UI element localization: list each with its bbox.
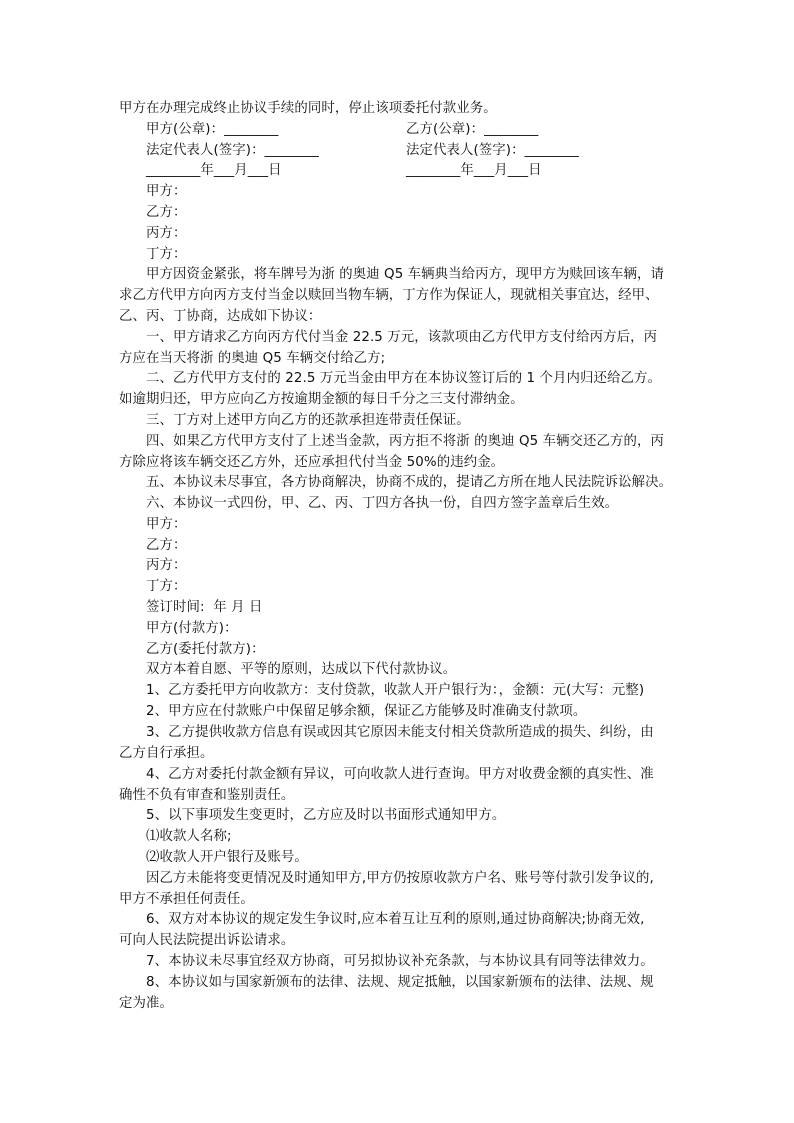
text-line: 丙方： [146,226,187,241]
text-line: 二、乙方代甲方支付的 22.5 万元当金由甲方在本协议签订后的 1 个月内归还给乙方。 [146,371,661,386]
text-line: 甲方(公章)：________ [146,122,279,137]
text-line: 乙、丙、丁协商，达成如下协议： [119,309,322,324]
text-line: 双方本着自愿、平等的原则，达成以下代付款协议。 [146,662,457,677]
text-line: 甲方在办理完成终止协议手续的同时，停止该项委托付款业务。 [119,101,497,116]
text-line: 2、甲方应在付款账户中保留足够余额，保证乙方能够及时准确支付款项。 [146,704,587,719]
text-line: ________年___月___日 [146,163,282,178]
text-line: 求乙方代甲方向丙方支付当金以赎回当物车辆，丁方作为保证人，现就相关事宜达，经甲、 [119,288,659,303]
text-line: 5、以下事项发生变更时，乙方应及时以书面形式通知甲方。 [146,808,506,823]
text-line: 一、甲方请求乙方向丙方代付当金 22.5 万元，该款项由乙方代甲方支付给丙方后，丙 [146,330,658,345]
text-line: 如逾期归还，甲方应向乙方按逾期金额的每日千分之三支付滞纳金。 [119,392,524,407]
text-line: 方应在当天将浙 的奥迪 Q5 车辆交付给乙方; [119,351,386,366]
text-line: 签订时间: 年 月 日 [146,600,263,615]
text-line: 乙方(委托付款方)： [146,642,265,657]
text-line: 甲方(付款方)： [146,621,238,636]
text-line: 三、丁方对上述甲方向乙方的还款承担连带责任保证。 [146,413,470,428]
text-line: 法定代表人(签字)：________ [146,143,319,158]
text-line: 确性不负有审查和鉴别责任。 [119,788,295,803]
text-line: 丙方： [146,558,187,573]
text-line: 法定代表人(签字)：________ [406,143,579,158]
text-line: ________年___月___日 [406,163,542,178]
text-line: 甲方因资金紧张，将车牌号为浙 的奥迪 Q5 车辆典当给丙方，现甲方为赎回该车辆，请 [146,267,664,282]
text-line: 甲方不承担任何责任。 [119,892,254,907]
text-line: 3、乙方提供收款方信息有误或因其它原因未能支付相关贷款所造成的损失、纠纷，由 [146,725,654,740]
text-line: ⑴收款人名称; [146,829,232,844]
text-line: 乙方(公章)：________ [406,122,539,137]
text-line: 7、本协议未尽事宜经双方协商，可另拟协议补充条款，与本协议具有同等法律效力。 [146,954,654,969]
text-line: 方除应将该车辆交还乙方外，还应承担代付当金 50%的违约金。 [119,455,505,470]
text-line: 8、本协议如与国家新颁布的法律、法规、规定抵触，以国家新颁布的法律、法规、规 [146,975,654,990]
text-line: 丁方： [146,247,187,262]
text-line: 可向人民法院提出诉讼请求。 [119,933,295,948]
text-line: 乙方自行承担。 [119,746,214,761]
text-line: 乙方： [146,205,187,220]
text-line: 6、双方对本协议的规定发生争议时,应本着互让互利的原则,通过协商解决;协商无效, [146,912,645,927]
text-line: 丁方： [146,579,187,594]
text-line: 甲方： [146,517,187,532]
text-line: 五、本协议未尽事宜，各方协商解决，协商不成的，提请乙方所在地人民法院诉讼解决。 [146,475,673,490]
text-line: 因乙方未能将变更情况及时通知甲方,甲方仍按原收款方户名、账号等付款引发争议的, [146,871,654,886]
text-line: ⑵收款人开户银行及账号。 [146,850,308,865]
text-line: 4、乙方对委托付款金额有异议，可向收款人进行查询。甲方对收费金额的真实性、准 [146,767,654,782]
text-line: 甲方： [146,184,187,199]
text-line: 六、本协议一式四份，甲、乙、丙、丁四方各执一份，自四方签字盖章后生效。 [146,496,619,511]
text-line: 四、如果乙方代甲方支付了上述当金款，丙方拒不将浙 的奥迪 Q5 车辆交还乙方的，丙 [146,434,664,449]
text-line: 定为准。 [119,996,173,1011]
text-line: 乙方： [146,538,187,553]
text-line: 1、乙方委托甲方向收款方：支付贷款，收款人开户银行为：，金额：元(大写：元整) [146,683,645,698]
